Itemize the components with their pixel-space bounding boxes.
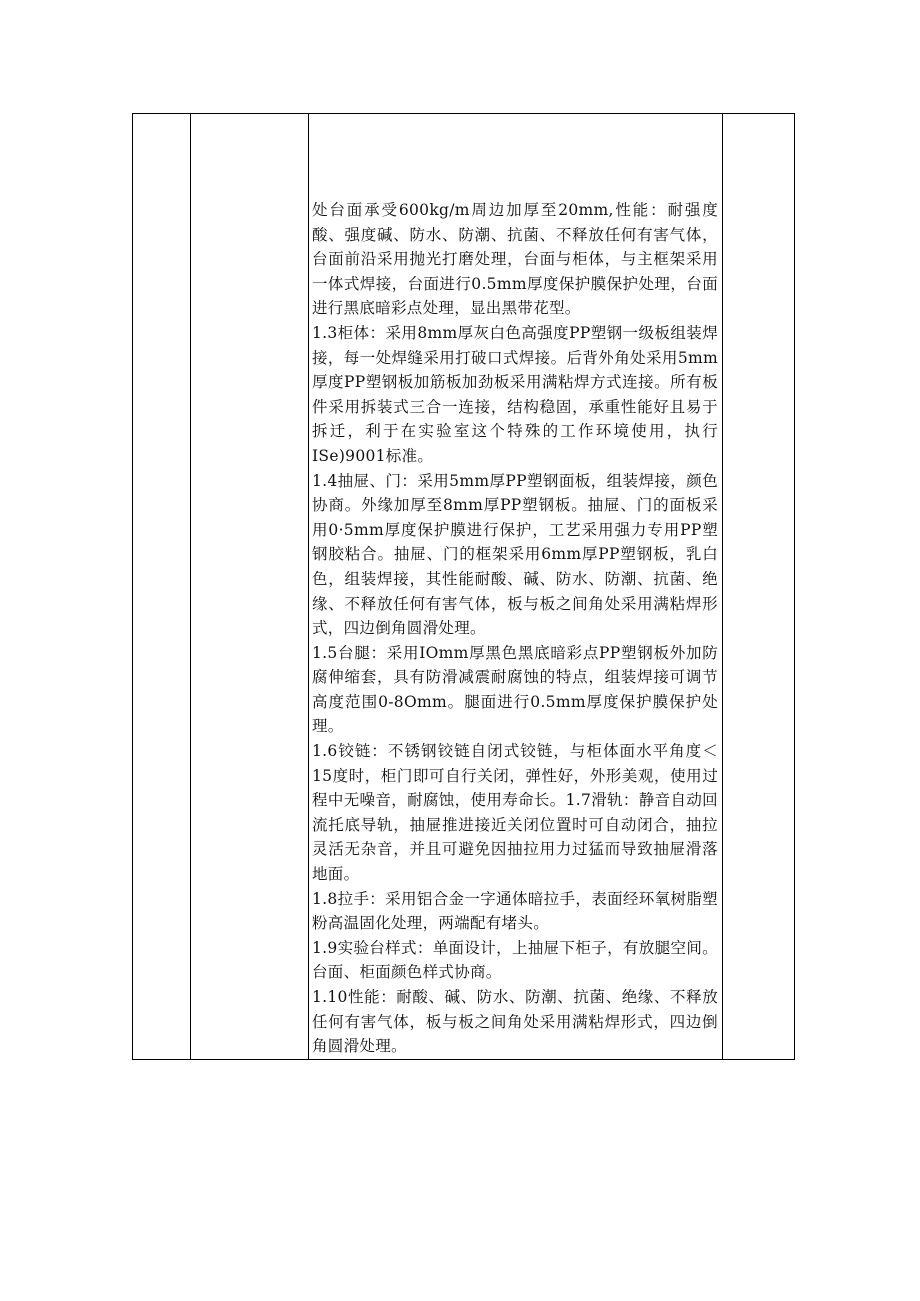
spec-paragraph: 1.9实验台样式：单面设计，上抽屉下柜子，有放腿空间。台面、柜面颜色样式协商。 (312, 938, 718, 982)
spec-paragraph: 1.10性能：耐酸、碱、防水、防潮、抗菌、绝缘、不释放任何有害气体，板与板之间角处采用满粘焊形式，四边倒角圆滑处理。 (312, 988, 718, 1056)
spec-paragraph: 处台面承受600kg/m周边加厚至20mm,性能：耐强度酸、强度碱、防水、防潮、抗菌、不释放任何有害气体，台面前沿采用抛光打磨处理，台面与柜体，与主框架采用一体式焊接，台面进行0.5mm厚度保护膜保护处理，台面进行黑底暗彩点处理，显出黑带花型。 (312, 201, 718, 318)
table-row (133, 114, 795, 1060)
spec-paragraph: 1.3柜体：采用8mm厚灰白色高强度PP塑钢一级板组装焊接，每一处焊缝采用打破口式焊接。后背外角处采用5mm厚度PP塑钢板加筋板加劲板采用满粘焊方式连接。所有板件采用拆装式三合一连接，结构稳固，承重性能好且易于拆迁，利于在实验室这个特殊的工作环境使用，执行ISe)9001标准。 (312, 323, 718, 465)
spec-paragraph: 1.4抽屉、门：采用5mm厚PP塑钢面板，组装焊接，颜色协商。外缘加厚至8mm厚PP塑钢板。抽屉、门的面板采用0·5mm厚度保护膜进行保护，工艺采用强力专用PP塑钢胶粘合。抽屉、门的框架采用6mm厚PP塑钢板，乳白色，组装焊接，其性能耐酸、碱、防水、防潮、抗菌、绝缘、不释放任何有害气体，板与板之间角处采用满粘焊形式，四边倒角圆滑处理。 (312, 471, 718, 638)
remark-cell (723, 114, 795, 1060)
spec-cell (309, 114, 723, 1060)
spec-paragraph: 1.6铰链：不锈钢铰链自闭式铰链，与柜体面水平角度＜15度时，柜门即可自行关闭，弹性好，外形美观，使用过程中无噪音，耐腐蚀，使用寿命长。1.7滑轨：静音自动回流托底导轨，抽屉推进接近关闭位置时可自动闭合，抽拉灵活无杂音，并且可避免因抽拉用力过猛而导致抽屉滑落地面。 (312, 742, 718, 884)
spec-paragraph: 1.8拉手：采用铝合金一字通体暗拉手，表面经环氧树脂塑粉高温固化处理，两端配有堵头。 (312, 889, 718, 933)
spec-table (132, 113, 795, 1060)
item-name-cell (191, 114, 309, 1060)
spec-paragraph: 1.5台腿：采用IOmm厚黑色黑底暗彩点PP塑钢板外加防腐伸缩套，具有防滑减震耐腐蚀的特点，组装焊接可调节高度范围0-8Omm。腿面进行0.5mm厚度保护膜保护处理。 (312, 643, 718, 736)
spec-text (309, 114, 722, 1059)
index-cell (133, 114, 191, 1060)
